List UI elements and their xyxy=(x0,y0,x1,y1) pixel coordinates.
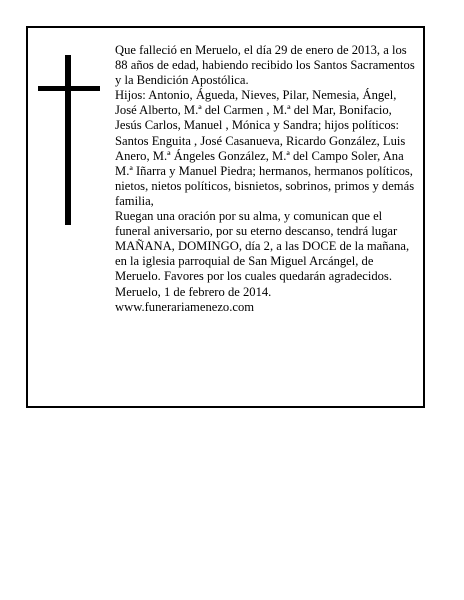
notice-text xyxy=(115,43,420,315)
cross-vertical-bar xyxy=(65,55,71,225)
latin-cross-icon xyxy=(38,55,100,225)
cross-horizontal-bar xyxy=(38,86,100,91)
notice-place-date: Meruelo, 1 de febrero de 2014. xyxy=(115,284,272,299)
notice-intro: Que falleció en Meruelo, el día 29 de enero de 2013, a los 88 años de edad, habiendo recibido los Santos Sacramentos y la Bendición Apostólica. xyxy=(115,43,415,88)
notice-request: Ruegan una oración por su alma, y comunican que el funeral aniversario, por su eterno descanso, tendrá lugar MAÑANA, DOMINGO, día 2, a las DOCE de la mañana, en la iglesia parroquial de San Miguel Arcángel, de Meruelo. Favores por los cuales quedarán agradecidos. xyxy=(115,209,410,284)
notice-family: Hijos: Antonio, Águeda, Nieves, Pilar, Nemesia, Ángel, José Alberto, M.ª del Carmen , M.ª del Mar, Bonifacio, Jesús Carlos, Manuel , Mónica y Sandra; hijos políticos: Santos Enguita , José Casanueva, Ricardo González, Luis Anero, M.ª Ángeles González, M.ª del Campo Soler, Ana M.ª Iñarra y Manuel Piedra; hermanos, hermanos políticos, nietos, nietos políticos, bisnietos, sobrinos, primos y demás familia, xyxy=(115,88,415,208)
notice-website: www.funerariamenezo.com xyxy=(115,299,255,314)
obituary-notice xyxy=(26,26,425,408)
